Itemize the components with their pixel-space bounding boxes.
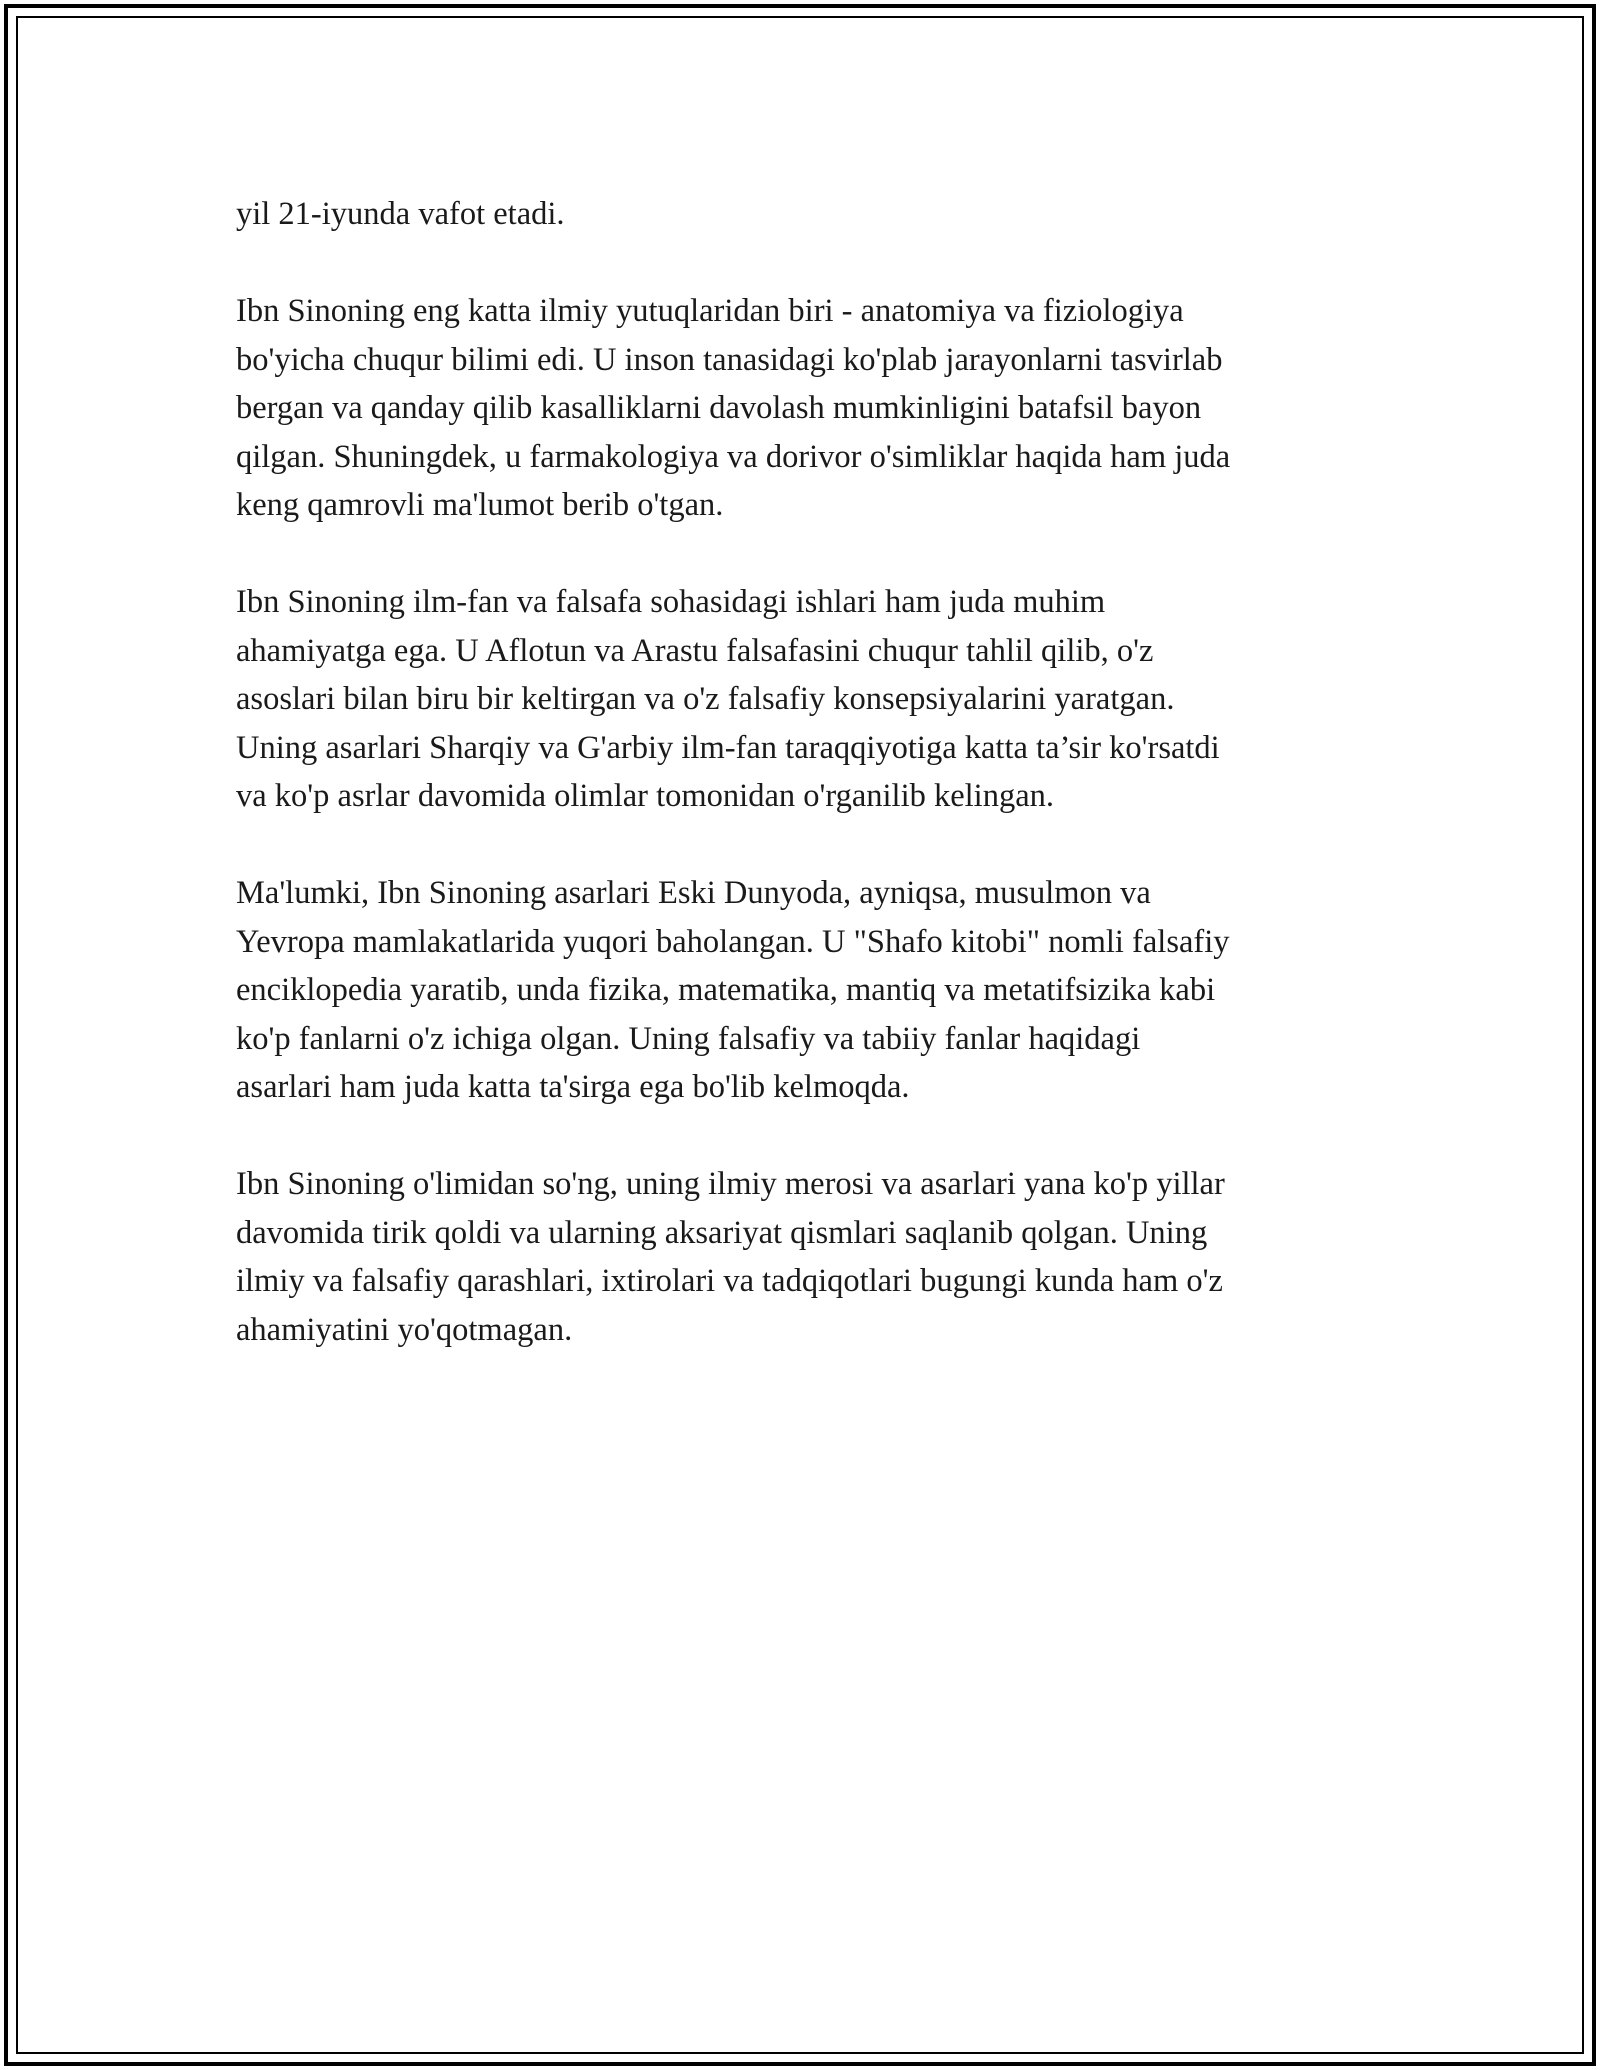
- paragraph-4: Ma'lumki, Ibn Sinoning asarlari Eski Dunyoda, ayniqsa, musulmon va Yevropa mamlakatlarida yuqori baholangan. U "Shafo kitobi" nomli falsafiy enciklopedia yaratib, unda fizika, matematika, mantiq va metatifsizika kabi ko'p fanlarni o'z ichiga olgan. Uning falsafiy va tabiiy fanlar haqidagi asarlari ham juda katta ta'sirga ega bo'lib kelmoqda.: [236, 875, 1230, 1105]
- paragraph-2: Ibn Sinoning eng katta ilmiy yutuqlaridan biri - anatomiya va fiziologiya bo'yicha chuqur bilimi edi. U inson tanasidagi ko'plab jarayonlarni tasvirlab bergan va qanday qilib kasalliklarni davolash mumkinligini batafsil bayon qilgan. Shuningdek, u farmakologiya va dorivor o'simliklar haqida ham juda keng qamrovli ma'lumot berib o'tgan.: [236, 293, 1231, 523]
- document-body: [236, 190, 1376, 1403]
- paragraph-3: Ibn Sinoning ilm-fan va falsafa sohasidagi ishlari ham juda muhim ahamiyatga ega. U Aflotun va Arastu falsafasini chuqur tahlil qilib, o'z asoslari bilan biru bir keltirgan va o'z falsafiy konsepsiyalarini yaratgan. Uning asarlari Sharqiy va G'arbiy ilm-fan taraqqiyotiga katta ta’sir ko'rsatdi va ko'p asrlar davomida olimlar tomonidan o'rganilib kelingan.: [236, 584, 1220, 814]
- paragraph-1: yil 21-iyunda vafot etadi.: [236, 196, 565, 232]
- paragraph-5: Ibn Sinoning o'limidan so'ng, uning ilmiy merosi va asarlari yana ko'p yillar davomida tirik qoldi va ularning aksariyat qismlari saqlanib qolgan. Uning ilmiy va falsafiy qarashlari, ixtirolari va tadqiqotlari bugungi kunda ham o'z ahamiyatini yo'qotmagan.: [236, 1166, 1225, 1348]
